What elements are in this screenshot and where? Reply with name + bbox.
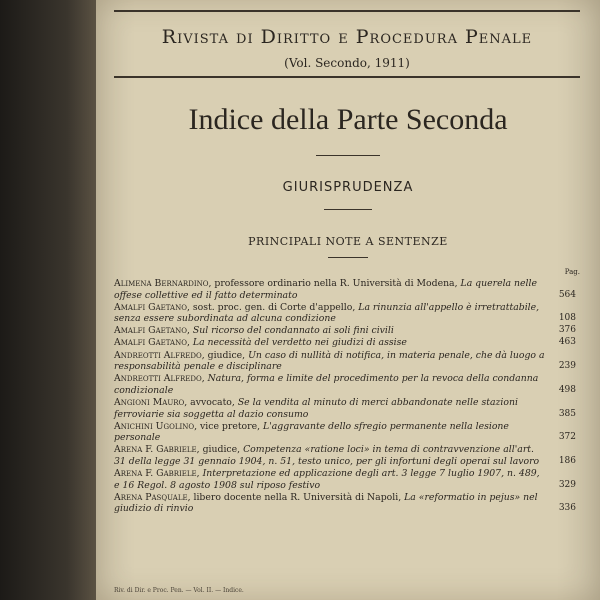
author-role: avvocato, (187, 396, 238, 408)
author-name: Andreotti Alfredo, (114, 373, 205, 385)
page-number: 463 (558, 337, 576, 348)
index-entries (114, 278, 576, 515)
page-column-label: Pag. (564, 268, 580, 276)
author-role: giudice, (199, 444, 244, 456)
note-title: La necessità del verdetto nei giudizi di assise (192, 337, 407, 349)
index-entry (114, 492, 576, 515)
journal-header (114, 10, 580, 78)
divider (324, 209, 372, 210)
subsection-heading: PRINCIPALI NOTE A SENTENZE (248, 235, 448, 248)
author-name: Andreotti Alfredo, (114, 349, 205, 361)
author-name: Arena F. Gabriele, (114, 444, 200, 456)
volume-info: (Vol. Secondo, 1911) (284, 56, 410, 70)
author-role: sost. proc. gen. di Corte d'appello, (189, 301, 359, 313)
author-role: libero docente nella R. Università di Napoli, (190, 491, 405, 503)
note-title: Se la vendita al minuto di merci abbandonate nelle stazioni ferroviarie sia soggetta al dazio consumo (114, 396, 518, 420)
divider (316, 155, 380, 156)
book-gutter (0, 0, 96, 600)
note-title: La querela nelle offese collettive ed il fatto determinato (114, 278, 537, 301)
index-entry (114, 302, 576, 325)
author-name: Amalfi Gaetano, (114, 325, 190, 337)
index-entry (114, 397, 576, 420)
page-number: 329 (558, 479, 576, 490)
author-name: Amalfi Gaetano, (114, 337, 190, 349)
page-number: 108 (558, 313, 576, 324)
author-role: professore ordinario nella R. Università di Modena, (211, 278, 461, 289)
index-entry (114, 325, 576, 337)
author-name: Anichini Ugolino, (114, 420, 198, 432)
note-title: Sul ricorso del condannato ai soli fini civili (192, 325, 394, 337)
page-title: Indice della Parte Seconda (188, 103, 508, 136)
document-page (96, 0, 600, 600)
page-footer: Riv. di Dir. e Proc. Pen. — Vol. II. — Indice. (114, 587, 244, 594)
page-number: 498 (558, 384, 576, 395)
note-title: Un caso di nullità di notifica, in materia penale, che dà luogo a responsabilità penale e disciplinare (114, 349, 545, 373)
index-entry (114, 468, 576, 491)
page-number: 239 (558, 361, 576, 372)
page-number: 385 (558, 408, 576, 419)
index-entry (114, 278, 576, 301)
index-entry (114, 444, 576, 467)
index-entry (114, 373, 576, 396)
page-number: 336 (558, 503, 576, 514)
author-name: Amalfi Gaetano, (114, 301, 190, 313)
journal-title: Rivista di Diritto e Procedura Penale (161, 26, 533, 48)
author-name: Arena Pasquale, (114, 491, 191, 503)
author-name: Angioni Mauro, (114, 396, 188, 408)
author-name: Arena F. Gabriele, (114, 468, 200, 479)
note-title: La «reformatio in pejus» nel giudizio di rinvio (114, 491, 538, 515)
page-number: 186 (558, 455, 576, 466)
index-entry (114, 350, 576, 373)
note-title: Natura, forma e limite del procedimento per la revoca della condanna condizionale (114, 373, 539, 396)
author-name: Alimena Bernardino, (114, 278, 212, 289)
page-number: 564 (558, 289, 576, 300)
note-title: Interpretazione ed applicazione degli art. 3 legge 7 luglio 1907, n. 489, e 16 Regol. 8 agosto 1908 sul riposo festivo (114, 468, 540, 491)
note-title: Competenza «ratione loci» in tema di contravvenzione all'art. 31 della legge 31 gennaio 1904, n. 51, testo unico, per gli infortuni degli operai sul lavoro (114, 444, 540, 467)
note-title: La rinunzia all'appello è irretrattabile, senza essere subordinata ad alcuna condizione (114, 301, 540, 325)
author-role: giudice, (204, 349, 249, 361)
note-title: L'aggravante dello sfregio permanente nella lesione personale (114, 420, 509, 444)
author-role: vice pretore, (197, 420, 264, 432)
index-entry (114, 421, 576, 444)
divider (328, 257, 368, 258)
page-number: 376 (558, 325, 576, 336)
page-number: 372 (558, 432, 576, 443)
index-entry (114, 337, 576, 349)
section-heading: GIURISPRUDENZA (282, 180, 414, 195)
